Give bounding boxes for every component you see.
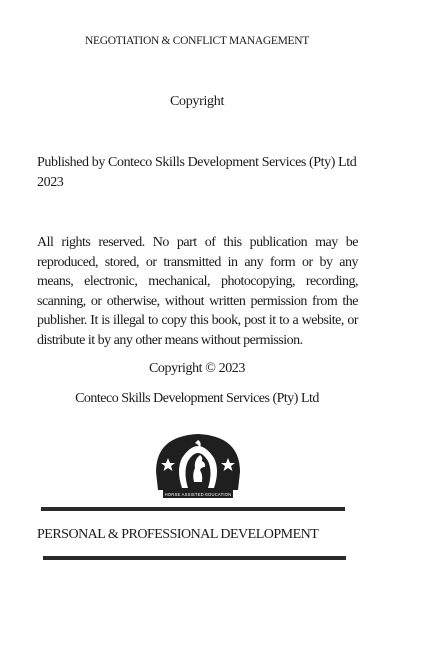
rights-notice: All rights reserved. No part of this publication may be reproduced, stored, or transmitted in any form or by any means, electronic, mechanical, photocopying, recording, scanning, or otherwise, without written permission from the publisher. It is illegal to copy this book, post it to a website, or distribute it by any other means without permission. (37, 235, 358, 348)
horseshoe-horse-logo-icon (148, 430, 248, 510)
divider-top (41, 507, 345, 511)
running-header: NEGOTIATION & CONFLICT MANAGEMENT (84, 35, 310, 47)
logo-banner-text: HORSE ASSISTED EDUCATION (164, 492, 232, 498)
publisher-line: Published by Conteco Skills Development Services (Pty) Ltd (37, 155, 357, 170)
copyright-heading: Copyright (169, 94, 225, 109)
footer-title: PERSONAL & PROFESSIONAL DEVELOPMENT (37, 527, 319, 542)
publisher-year: 2023 (37, 174, 64, 190)
divider-bottom (43, 556, 346, 560)
copyright-year: Copyright © 2023 (148, 361, 246, 376)
publisher-statement (37, 153, 359, 192)
company-name: Conteco Skills Development Services (Pty) Ltd (75, 391, 319, 406)
